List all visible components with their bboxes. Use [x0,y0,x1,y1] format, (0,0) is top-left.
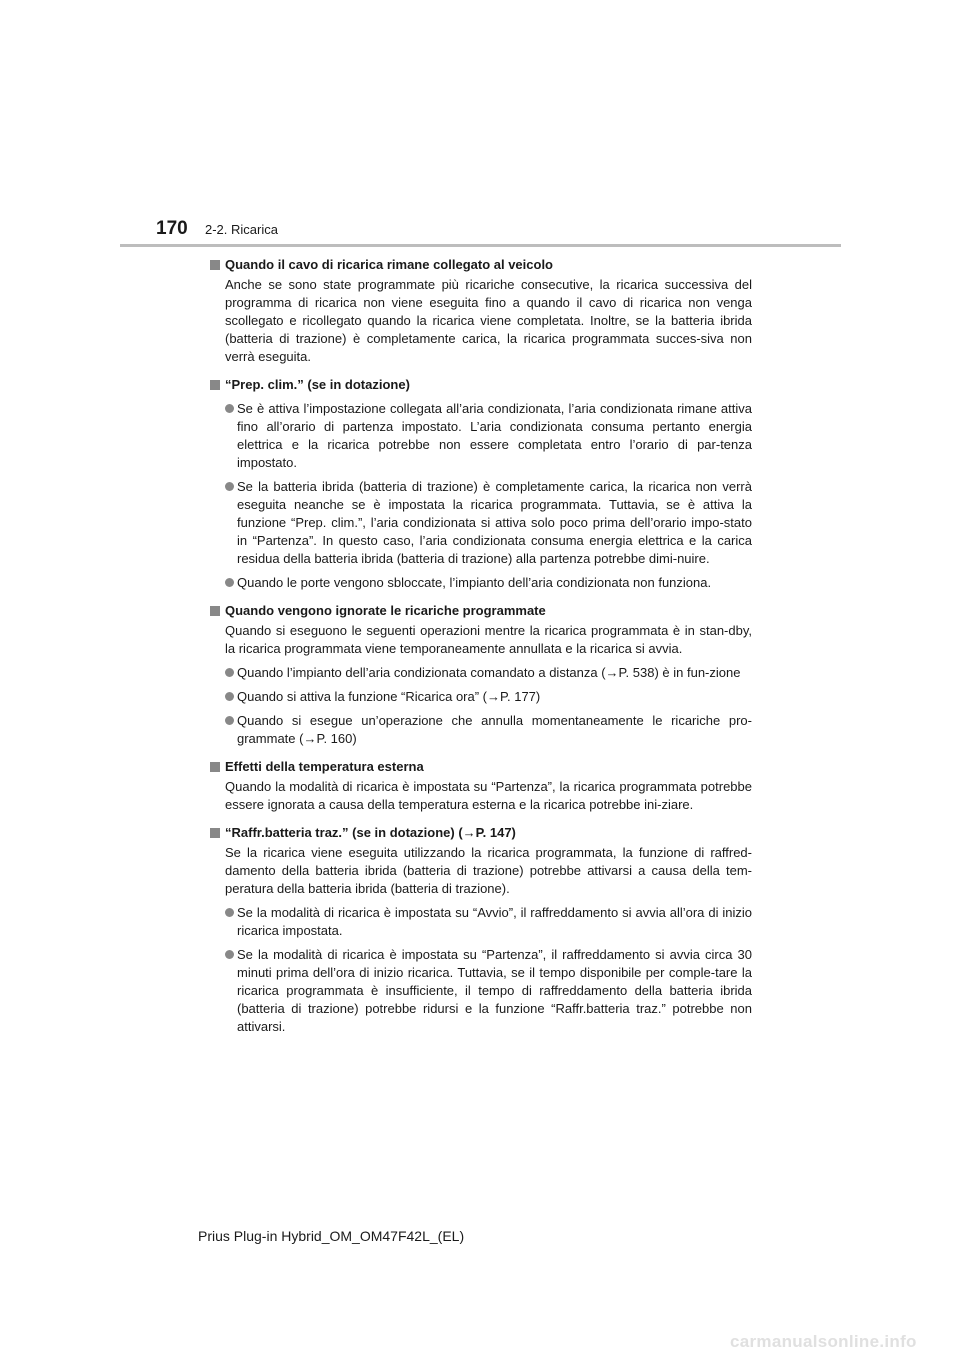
round-bullet-icon [225,482,234,491]
section-external-temperature [210,758,752,814]
section-heading: “Prep. clim.” (se in dotazione) [210,376,752,394]
round-bullet-icon [225,908,234,917]
bullet-item: Se la batteria ibrida (batteria di trazione) è completamente carica, la ricarica non verrà eseguita neanche se è impostata la ricarica programmata. Tuttavia, se è attiva la funzione “Prep. clim.”, l’aria condizionata si attiva solo poco prima dell’orario impo-stato in “Partenza”. In questo caso, l’aria condizionata consuma energia elettrica e la carica residua della batteria ibrida (batteria di trazione) alla partenza potrebbe dimi-nuire. [210,478,752,568]
square-bullet-icon [210,828,220,838]
bullet-item: Quando si esegue un’operazione che annulla momentaneamente le ricariche pro-grammate (→P. 160) [210,712,752,748]
square-bullet-icon [210,260,220,270]
square-bullet-icon [210,380,220,390]
section-paragraph: Quando la modalità di ricarica è impostata su “Partenza”, la ricarica programmata potrebbe essere ignorata a causa della temperatura esterna e la ricarica potrebbe ini-ziare. [225,779,752,812]
section-paragraph: Se la ricarica viene eseguita utilizzando la ricarica programmata, la funzione di raffred-damento della batteria ibrida (batteria di trazione) potrebbe attivarsi a causa della tem-peratura della batteria ibrida (batteria di trazione). [225,845,752,896]
round-bullet-icon [225,692,234,701]
section-heading: “Raffr.batteria traz.” (se in dotazione) (→P. 147) [210,824,752,842]
section-heading: Quando il cavo di ricarica rimane collegato al veicolo [210,256,752,274]
bullet-item: Se la modalità di ricarica è impostata su “Avvio”, il raffreddamento si avvia all’ora di inizio ricarica impostata. [210,904,752,940]
bullet-item: Quando si attiva la funzione “Ricarica ora” (→P. 177) [210,688,752,706]
section-prep-clim [210,376,752,592]
round-bullet-icon [225,404,234,413]
bullet-item: Quando le porte vengono sbloccate, l’impianto dell’aria condizionata non funziona. [210,574,752,592]
bullet-item: Se è attiva l’impostazione collegata all’aria condizionata, l’aria condizionata rimane attiva fino all’orario di partenza impostato. L’aria condizionata consuma pertanto energia elettrica e la ricarica potrebbe non essere completata entro l’orario di par-tenza impostato. [210,400,752,472]
section-ignored-charges [210,602,752,748]
round-bullet-icon [225,668,234,677]
section-battery-cooling [210,824,752,1036]
watermark: carmanualsonline.info [730,1332,917,1351]
section-paragraph: Anche se sono state programmate più ricariche consecutive, la ricarica successiva del programma di ricarica non viene eseguita fino a quando il cavo di ricarica non venga scollegato e ricollegato quando la ricarica viene completata. Inoltre, se la batteria ibrida (batteria di trazione) è completamente carica, la ricarica programmata succes-siva non verrà eseguita. [225,277,752,364]
section-heading: Effetti della temperatura esterna [210,758,752,776]
round-bullet-icon [225,950,234,959]
round-bullet-icon [225,716,234,725]
content-body [210,256,752,1036]
section-cable-connected [210,256,752,366]
header-divider [120,244,841,247]
section-heading: Quando vengono ignorate le ricariche programmate [210,602,752,620]
square-bullet-icon [210,762,220,772]
bullet-item: Se la modalità di ricarica è impostata su “Partenza”, il raffreddamento si avvia circa 30 minuti prima dell’ora di inizio ricarica. Tuttavia, se il tempo disponibile per comple-tare la ricarica programmata è insufficiente, il tempo di raffreddamento della batteria ibrida (batteria di trazione) potrebbe ridursi e la funzione “Raffr.batteria traz.” potrebbe non attivarsi. [210,946,752,1036]
bullet-item: Quando l’impianto dell’aria condizionata comandato a distanza (→P. 538) è in fun-zione [210,664,752,682]
square-bullet-icon [210,606,220,616]
footer-model: Prius Plug-in Hybrid_OM_OM47F42L_(EL) [198,1228,465,1244]
round-bullet-icon [225,578,234,587]
page-number: 170 [156,218,188,239]
section-title: 2-2. Ricarica [205,222,278,237]
section-paragraph: Quando si eseguono le seguenti operazioni mentre la ricarica programmata è in stan-dby, la ricarica programmata viene temporaneamente annullata e la ricarica si avvia. [225,623,752,656]
